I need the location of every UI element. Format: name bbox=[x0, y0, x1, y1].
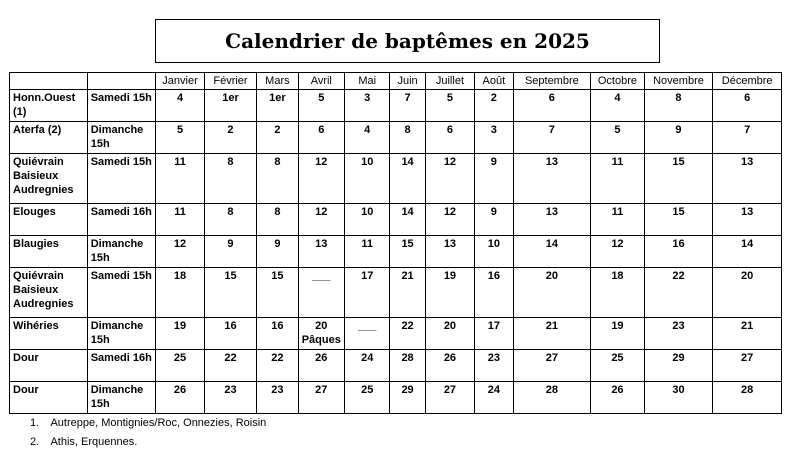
day-cell: 8 bbox=[644, 90, 713, 122]
page-title: Calendrier de baptêmes en 2025 bbox=[225, 29, 590, 53]
footnote-item bbox=[30, 414, 266, 433]
day-cell: 16 bbox=[204, 318, 256, 350]
day-cell: 7 bbox=[390, 90, 425, 122]
day-cell: 10 bbox=[475, 236, 513, 268]
time-cell: Samedi 15h bbox=[87, 268, 156, 318]
time-cell: Dimanche 15h bbox=[87, 122, 156, 154]
day-cell: 14 bbox=[390, 154, 425, 204]
table-row bbox=[10, 236, 782, 268]
day-cell: ___ bbox=[345, 318, 390, 350]
day-cell: 6 bbox=[425, 122, 474, 154]
footnotes bbox=[30, 414, 266, 452]
day-cell: 10 bbox=[345, 154, 390, 204]
day-cell: 2 bbox=[204, 122, 256, 154]
location-cell: Honn.Ouest (1) bbox=[10, 90, 88, 122]
month-header: Août bbox=[475, 73, 513, 90]
day-cell: 4 bbox=[591, 90, 644, 122]
day-cell: 17 bbox=[475, 318, 513, 350]
day-cell: 30 bbox=[644, 382, 713, 414]
day-cell: 9 bbox=[257, 236, 298, 268]
day-cell: 22 bbox=[257, 350, 298, 382]
month-header: Avril bbox=[298, 73, 344, 90]
day-cell: 6 bbox=[513, 90, 591, 122]
month-header: Février bbox=[204, 73, 256, 90]
day-cell: 26 bbox=[298, 350, 344, 382]
day-cell: 12 bbox=[425, 204, 474, 236]
location-cell: Blaugies bbox=[10, 236, 88, 268]
day-cell: 14 bbox=[713, 236, 782, 268]
day-cell: 8 bbox=[204, 204, 256, 236]
time-cell: Dimanche 15h bbox=[87, 236, 156, 268]
day-cell: 22 bbox=[390, 318, 425, 350]
day-cell: 18 bbox=[156, 268, 204, 318]
day-cell: 19 bbox=[156, 318, 204, 350]
day-cell: 11 bbox=[591, 204, 644, 236]
day-cell: 8 bbox=[257, 204, 298, 236]
day-cell: 28 bbox=[390, 350, 425, 382]
location-cell: Quiévrain Baisieux Audregnies bbox=[10, 154, 88, 204]
day-cell: 29 bbox=[644, 350, 713, 382]
day-cell: 8 bbox=[257, 154, 298, 204]
day-cell: 21 bbox=[713, 318, 782, 350]
day-cell: 10 bbox=[345, 204, 390, 236]
day-cell: 19 bbox=[425, 268, 474, 318]
day-cell: 25 bbox=[345, 382, 390, 414]
day-cell: 3 bbox=[345, 90, 390, 122]
day-cell: 13 bbox=[713, 204, 782, 236]
footnote-text: Autreppe, Montignies/Roc, Onnezies, Roisin bbox=[50, 417, 267, 429]
location-cell: Dour bbox=[10, 350, 88, 382]
month-header: Décembre bbox=[713, 73, 782, 90]
day-cell: 3 bbox=[475, 122, 513, 154]
day-cell: 5 bbox=[298, 90, 344, 122]
day-cell: 2 bbox=[257, 122, 298, 154]
day-cell: 28 bbox=[513, 382, 591, 414]
table-row bbox=[10, 90, 782, 122]
time-cell: Dimanche 15h bbox=[87, 318, 156, 350]
time-cell: Samedi 15h bbox=[87, 154, 156, 204]
table-row bbox=[10, 154, 782, 204]
table-row bbox=[10, 122, 782, 154]
day-cell: 17 bbox=[345, 268, 390, 318]
day-cell: 15 bbox=[257, 268, 298, 318]
day-cell: 23 bbox=[644, 318, 713, 350]
day-cell: 15 bbox=[644, 154, 713, 204]
day-cell: 9 bbox=[475, 204, 513, 236]
day-cell: 16 bbox=[257, 318, 298, 350]
day-cell: 13 bbox=[298, 236, 344, 268]
day-cell: 7 bbox=[513, 122, 591, 154]
day-cell: 5 bbox=[591, 122, 644, 154]
month-header: Juin bbox=[390, 73, 425, 90]
table-row bbox=[10, 350, 782, 382]
day-cell: 12 bbox=[425, 154, 474, 204]
day-cell: 6 bbox=[713, 90, 782, 122]
day-cell: 9 bbox=[644, 122, 713, 154]
day-cell: 20 bbox=[713, 268, 782, 318]
month-header: Mars bbox=[257, 73, 298, 90]
day-cell: 23 bbox=[475, 350, 513, 382]
day-cell: 12 bbox=[156, 236, 204, 268]
day-cell: 26 bbox=[425, 350, 474, 382]
day-cell: 20 Pâques bbox=[298, 318, 344, 350]
day-cell: 13 bbox=[425, 236, 474, 268]
day-cell: 27 bbox=[298, 382, 344, 414]
day-cell: 21 bbox=[390, 268, 425, 318]
day-cell: 27 bbox=[513, 350, 591, 382]
day-cell: 24 bbox=[475, 382, 513, 414]
time-cell: Samedi 16h bbox=[87, 204, 156, 236]
location-cell: Aterfa (2) bbox=[10, 122, 88, 154]
day-cell: 11 bbox=[345, 236, 390, 268]
table-row bbox=[10, 382, 782, 414]
location-cell: Elouges bbox=[10, 204, 88, 236]
day-cell: 22 bbox=[204, 350, 256, 382]
header-empty-location bbox=[10, 73, 88, 90]
day-cell: 21 bbox=[513, 318, 591, 350]
day-cell: 24 bbox=[345, 350, 390, 382]
day-cell: 14 bbox=[390, 204, 425, 236]
day-cell: 25 bbox=[591, 350, 644, 382]
baptism-calendar-table bbox=[9, 72, 782, 414]
month-header: Mai bbox=[345, 73, 390, 90]
day-cell: 1er bbox=[204, 90, 256, 122]
day-cell: 27 bbox=[425, 382, 474, 414]
location-cell: Quiévrain Baisieux Audregnies bbox=[10, 268, 88, 318]
day-cell: 23 bbox=[204, 382, 256, 414]
day-cell: 26 bbox=[156, 382, 204, 414]
day-cell: 4 bbox=[156, 90, 204, 122]
day-cell: 13 bbox=[713, 154, 782, 204]
day-cell: 16 bbox=[644, 236, 713, 268]
day-cell: 12 bbox=[298, 204, 344, 236]
day-cell: 16 bbox=[475, 268, 513, 318]
table-row bbox=[10, 318, 782, 350]
day-cell: 5 bbox=[425, 90, 474, 122]
day-cell: ___ bbox=[298, 268, 344, 318]
day-cell: 15 bbox=[390, 236, 425, 268]
day-cell: 14 bbox=[513, 236, 591, 268]
month-header-row bbox=[10, 73, 782, 90]
month-header: Octobre bbox=[591, 73, 644, 90]
day-cell: 20 bbox=[425, 318, 474, 350]
day-cell: 8 bbox=[204, 154, 256, 204]
month-header: Janvier bbox=[156, 73, 204, 90]
time-cell: Samedi 15h bbox=[87, 90, 156, 122]
month-header: Juillet bbox=[425, 73, 474, 90]
day-cell: 1er bbox=[257, 90, 298, 122]
footnote-text: Athis, Erquennes. bbox=[50, 436, 138, 448]
month-header: Novembre bbox=[644, 73, 713, 90]
day-cell: 5 bbox=[156, 122, 204, 154]
day-cell: 22 bbox=[644, 268, 713, 318]
header-empty-time bbox=[87, 73, 156, 90]
day-cell: 27 bbox=[713, 350, 782, 382]
table-row bbox=[10, 204, 782, 236]
day-cell: 4 bbox=[345, 122, 390, 154]
day-cell: 23 bbox=[257, 382, 298, 414]
time-cell: Dimanche 15h bbox=[87, 382, 156, 414]
day-cell: 2 bbox=[475, 90, 513, 122]
location-cell: Dour bbox=[10, 382, 88, 414]
footnote-item bbox=[30, 433, 266, 452]
day-cell: 29 bbox=[390, 382, 425, 414]
table-row bbox=[10, 268, 782, 318]
day-cell: 7 bbox=[713, 122, 782, 154]
footnote-number: 2. bbox=[30, 436, 40, 448]
day-cell: 19 bbox=[591, 318, 644, 350]
footnote-number: 1. bbox=[30, 417, 40, 429]
day-cell: 12 bbox=[591, 236, 644, 268]
day-cell: 13 bbox=[513, 154, 591, 204]
day-cell: 20 bbox=[513, 268, 591, 318]
day-cell: 15 bbox=[644, 204, 713, 236]
day-cell: 12 bbox=[298, 154, 344, 204]
day-cell: 13 bbox=[513, 204, 591, 236]
day-cell: 9 bbox=[204, 236, 256, 268]
day-cell: 8 bbox=[390, 122, 425, 154]
day-cell: 11 bbox=[591, 154, 644, 204]
day-cell: 15 bbox=[204, 268, 256, 318]
day-cell: 26 bbox=[591, 382, 644, 414]
day-cell: 9 bbox=[475, 154, 513, 204]
day-cell: 28 bbox=[713, 382, 782, 414]
day-cell: 11 bbox=[156, 154, 204, 204]
day-cell: 11 bbox=[156, 204, 204, 236]
location-cell: Wihéries bbox=[10, 318, 88, 350]
day-cell: 18 bbox=[591, 268, 644, 318]
month-header: Septembre bbox=[513, 73, 591, 90]
day-cell: 6 bbox=[298, 122, 344, 154]
time-cell: Samedi 16h bbox=[87, 350, 156, 382]
calendar-body bbox=[10, 90, 782, 414]
title-box bbox=[155, 19, 660, 63]
day-cell: 25 bbox=[156, 350, 204, 382]
